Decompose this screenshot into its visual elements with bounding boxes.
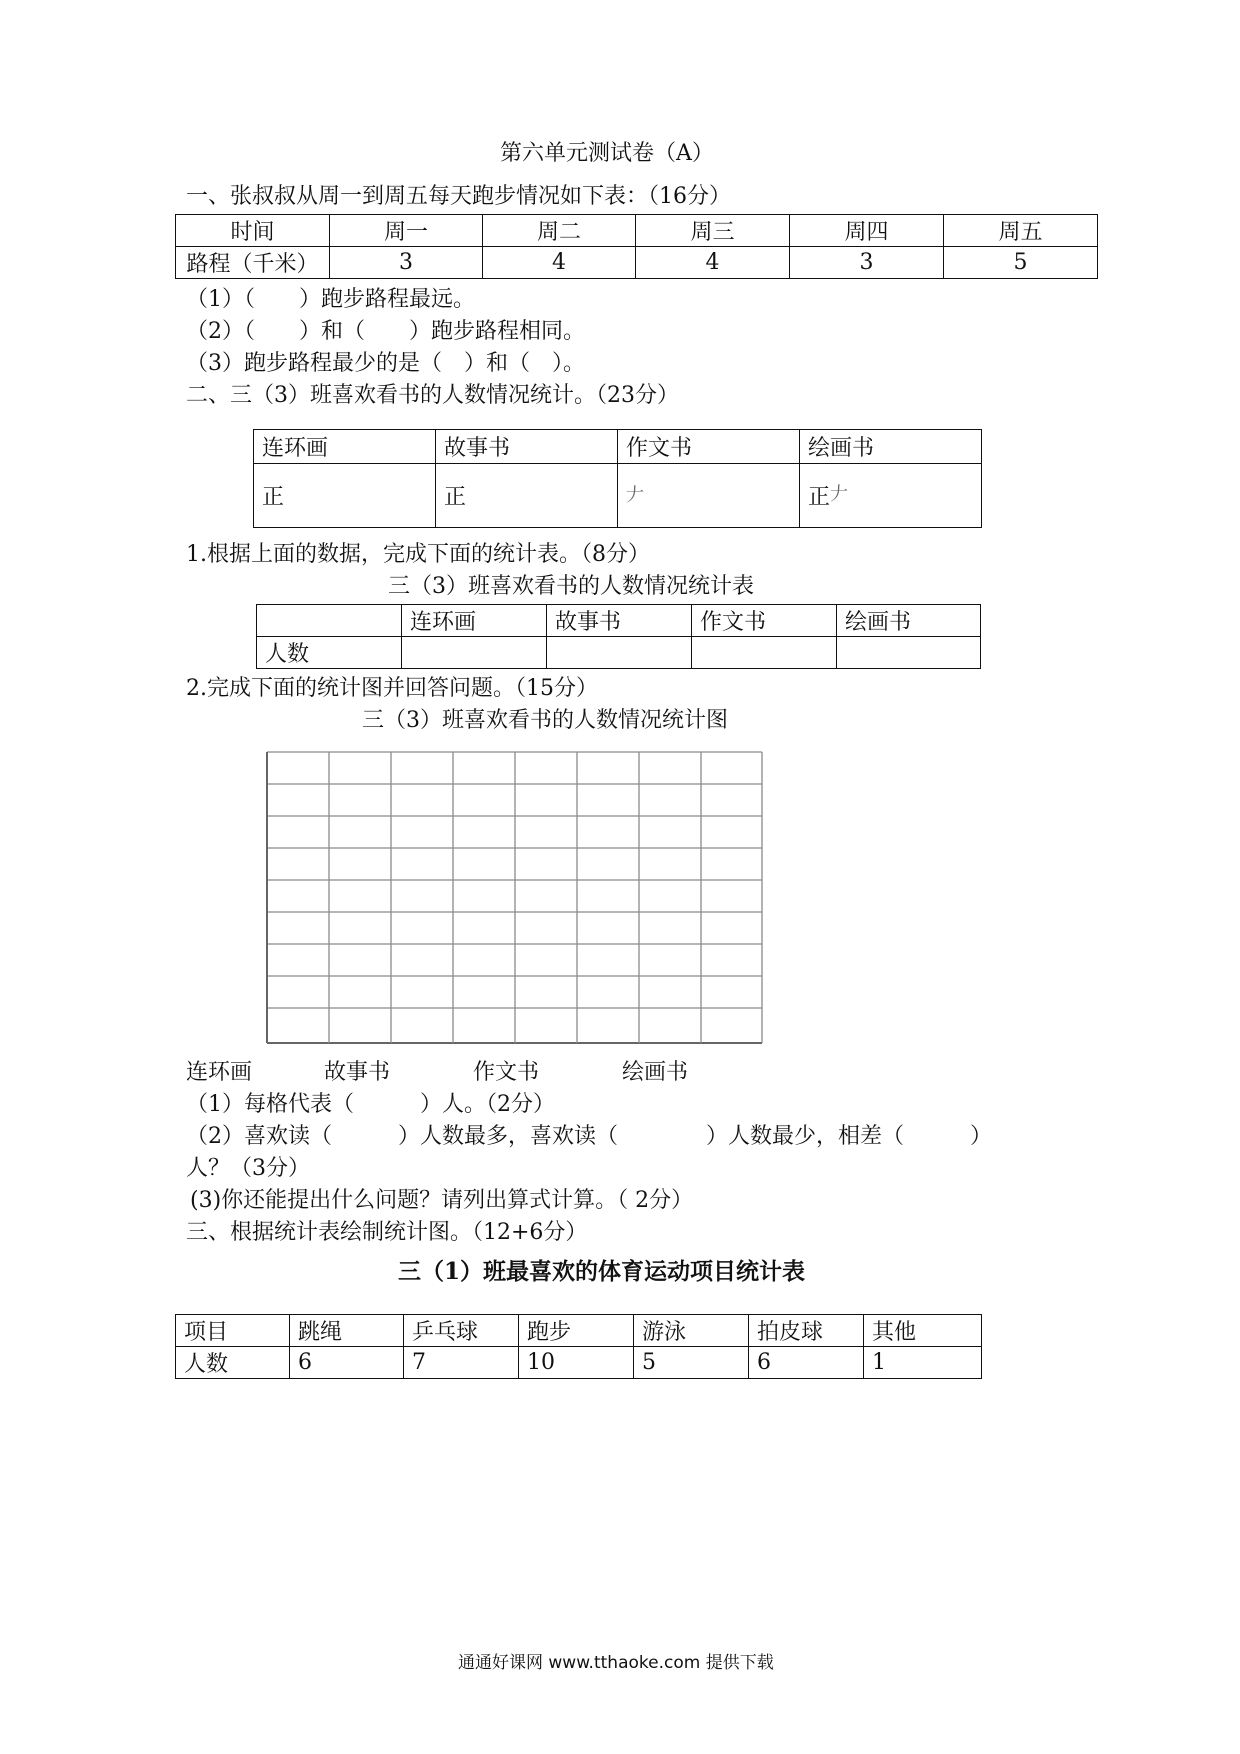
table-cell: 周一 xyxy=(330,215,483,247)
page-footer: 通通好课网 www.tthaoke.com 提供下载 xyxy=(458,1653,774,1673)
chart-category-label: 作文书 xyxy=(473,1060,540,1085)
tally-mark-partial: 𠂇 xyxy=(626,484,644,506)
table-row xyxy=(176,1347,982,1379)
table-cell: 周三 xyxy=(636,215,790,247)
table-cell: 跳绳 xyxy=(290,1315,404,1347)
q2-question-2-cont: 人？（3分） xyxy=(186,1156,310,1181)
table-cell: 时间 xyxy=(176,215,330,247)
table-cell: 周四 xyxy=(790,215,944,247)
table-cell: 连环画 xyxy=(402,605,547,637)
table-cell: 5 xyxy=(944,247,1098,279)
blank-chart-grid[interactable] xyxy=(262,747,768,1049)
tally-cell xyxy=(800,464,982,528)
table-cell: 绘画书 xyxy=(837,605,981,637)
q3-heading: 三、根据统计表绘制统计图。（12+6分） xyxy=(186,1220,588,1245)
chart-category-label: 故事书 xyxy=(324,1060,391,1085)
q2-sub2: 2.完成下面的统计图并回答问题。（15分） xyxy=(186,676,598,701)
table-cell: 周五 xyxy=(944,215,1098,247)
tally-cell xyxy=(254,464,436,528)
tally-mark: 正 xyxy=(808,485,831,510)
table-cell: 故事书 xyxy=(547,605,692,637)
table-cell: 10 xyxy=(519,1347,634,1379)
stat-table-title: 三（3）班喜欢看书的人数情况统计表 xyxy=(388,574,754,599)
table-cell: 5 xyxy=(634,1347,749,1379)
table-cell: 乒乓球 xyxy=(404,1315,519,1347)
q2-sub1: 1.根据上面的数据，完成下面的统计表。（8分） xyxy=(186,542,650,567)
table-header-row xyxy=(254,430,982,464)
page-title: 第六单元测试卷（A） xyxy=(500,141,714,166)
table-cell: 3 xyxy=(330,247,483,279)
table-cell xyxy=(257,605,402,637)
table-cell: 绘画书 xyxy=(800,430,982,464)
table-row xyxy=(176,247,1098,279)
table-cell: 路程（千米） xyxy=(176,247,330,279)
table-header-row xyxy=(176,1315,982,1347)
q1-item-2: （2）（ ）和（ ）跑步路程相同。 xyxy=(186,319,585,344)
table-cell: 作文书 xyxy=(618,430,800,464)
q2-question-2: （2）喜欢读（ ）人数最多，喜欢读（ ）人数最少，相差（ ） xyxy=(186,1124,992,1149)
sports-table xyxy=(175,1314,982,1379)
q2-question-1: （1）每格代表（ ）人。（2分） xyxy=(186,1092,555,1117)
chart-title: 三（3）班喜欢看书的人数情况统计图 xyxy=(362,708,728,733)
table-cell: 跑步 xyxy=(519,1315,634,1347)
answer-cell[interactable] xyxy=(692,637,837,669)
answer-cell[interactable] xyxy=(402,637,547,669)
tally-mark: 正 xyxy=(444,485,467,510)
chart-category-label: 连环画 xyxy=(186,1060,253,1085)
table-cell: 1 xyxy=(864,1347,982,1379)
q1-heading: 一、张叔叔从周一到周五每天跑步情况如下表：（16分） xyxy=(186,184,731,209)
table-cell: 游泳 xyxy=(634,1315,749,1347)
table-cell: 连环画 xyxy=(254,430,436,464)
table-header-row xyxy=(176,215,1098,247)
tally-table xyxy=(253,429,982,528)
table-cell: 作文书 xyxy=(692,605,837,637)
running-table xyxy=(175,214,1098,279)
tally-cell xyxy=(436,464,618,528)
grid-lines xyxy=(267,752,762,1043)
table-cell: 7 xyxy=(404,1347,519,1379)
table-cell: 其他 xyxy=(864,1315,982,1347)
table-cell: 人数 xyxy=(257,637,402,669)
table-cell: 4 xyxy=(636,247,790,279)
table-cell: 项目 xyxy=(176,1315,290,1347)
tally-mark: 正 xyxy=(262,485,285,510)
q1-item-1: （1）（ ）跑步路程最远。 xyxy=(186,287,475,312)
table-cell: 人数 xyxy=(176,1347,290,1379)
q2-heading: 二、三（3）班喜欢看书的人数情况统计。（23分） xyxy=(186,383,679,408)
chart-category-label: 绘画书 xyxy=(622,1060,689,1085)
q2-question-3: (3)你还能提出什么问题？请列出算式计算。（ 2分） xyxy=(190,1188,694,1213)
table-cell: 故事书 xyxy=(436,430,618,464)
q3-table-title: 三（1）班最喜欢的体育运动项目统计表 xyxy=(398,1258,806,1285)
answer-cell[interactable] xyxy=(837,637,981,669)
table-cell: 6 xyxy=(749,1347,864,1379)
table-cell: 4 xyxy=(483,247,636,279)
answer-cell[interactable] xyxy=(547,637,692,669)
q1-item-3: （3）跑步路程最少的是（ ）和（ ）。 xyxy=(186,351,585,376)
table-cell: 周二 xyxy=(483,215,636,247)
tally-cell xyxy=(618,464,800,528)
table-cell: 3 xyxy=(790,247,944,279)
tally-row xyxy=(254,464,982,528)
table-cell: 6 xyxy=(290,1347,404,1379)
table-header-row xyxy=(257,605,981,637)
stat-table xyxy=(256,604,981,669)
tally-mark-partial: 𠂇 xyxy=(830,484,849,505)
table-row xyxy=(257,637,981,669)
table-cell: 拍皮球 xyxy=(749,1315,864,1347)
